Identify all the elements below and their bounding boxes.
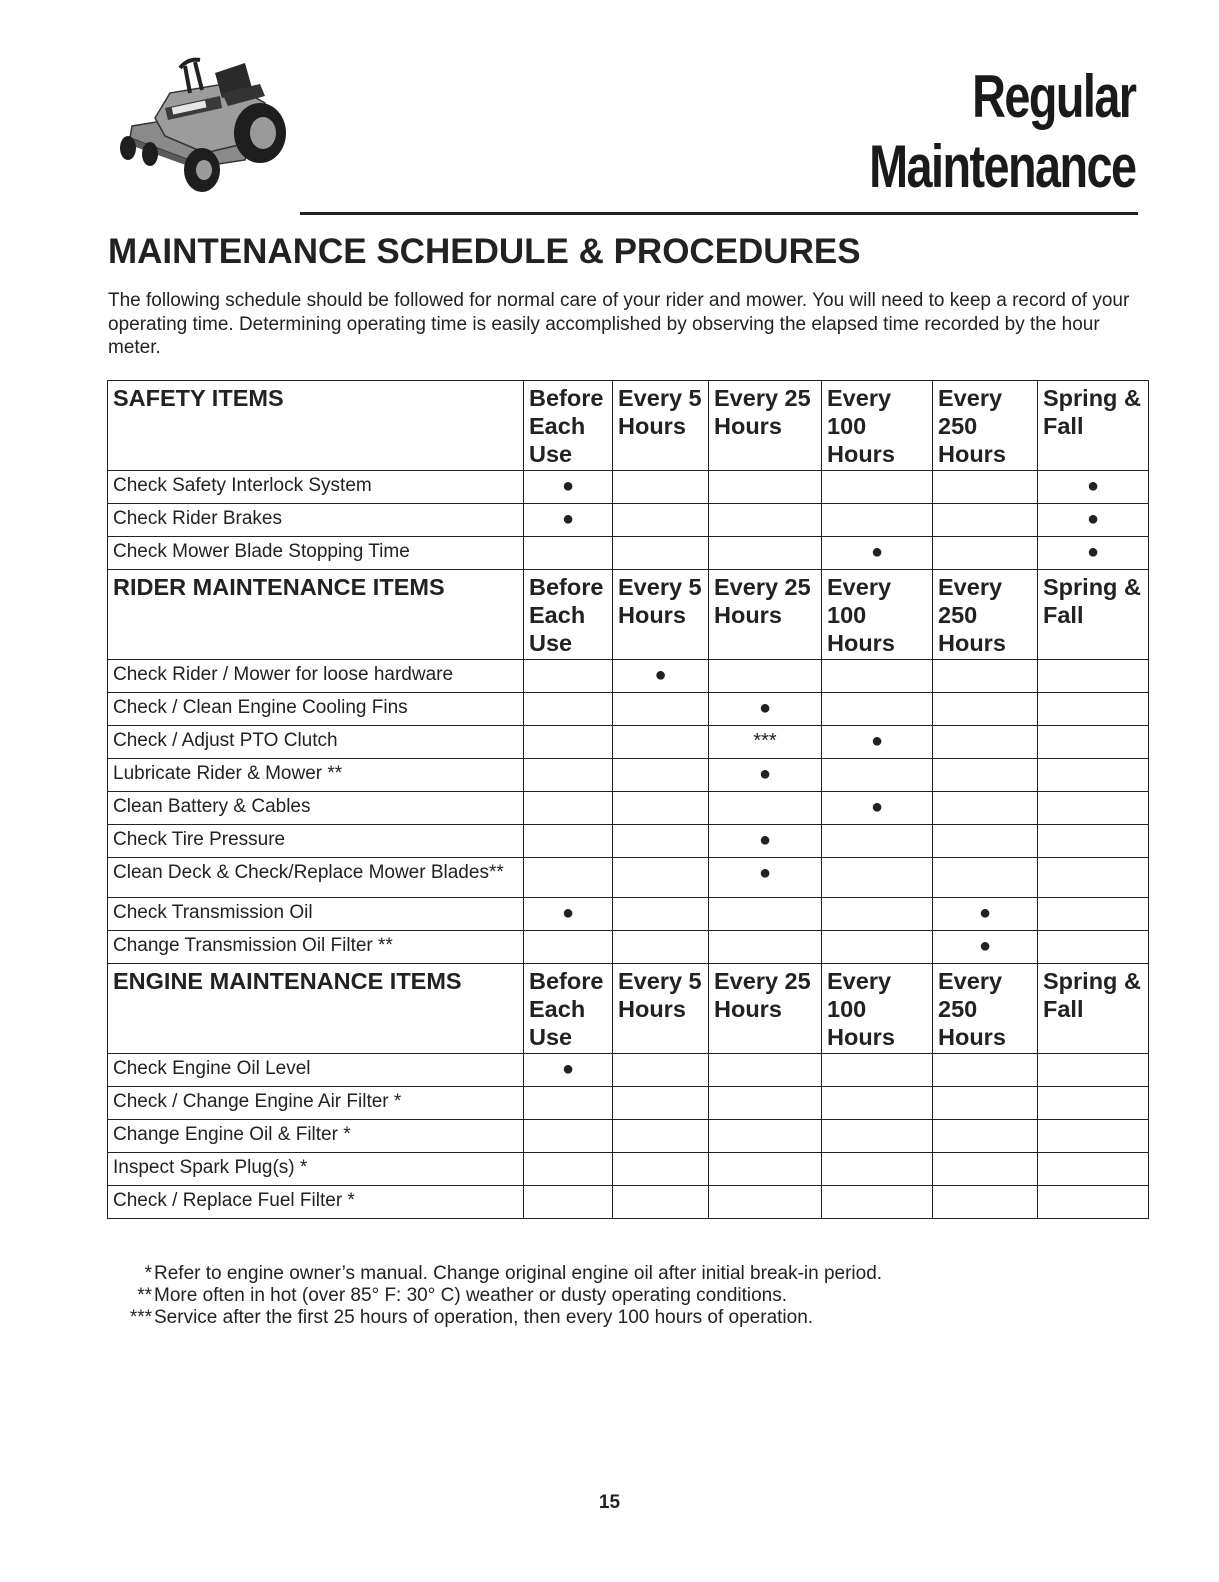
item-label: Check Mower Blade Stopping Time — [108, 537, 524, 570]
item-label: Check Rider / Mower for loose hardware — [108, 660, 524, 693]
table-row — [108, 792, 1149, 825]
item-label: Clean Deck & Check/Replace Mower Blades** — [108, 858, 524, 898]
item-label: Clean Battery & Cables — [108, 792, 524, 825]
footnote — [120, 1263, 882, 1285]
footnote-symbol: *** — [129, 1307, 152, 1328]
header-rule — [300, 212, 1138, 215]
column-header-every-100-hours: Every 100 Hours — [822, 381, 933, 471]
table-row — [108, 660, 1149, 693]
table-row — [108, 726, 1149, 759]
schedule-mark: ● — [654, 664, 667, 686]
table-row — [108, 858, 1149, 898]
schedule-mark: ● — [870, 730, 884, 752]
section-header-engine — [108, 964, 1149, 1054]
footnote-text: Service after the first 25 hours of operation, then every 100 hours of operation. — [154, 1307, 814, 1328]
schedule-mark: ● — [758, 697, 772, 719]
column-header-every-250-hours: Every 250 Hours — [933, 381, 1038, 471]
column-header-every-25-hours: Every 25 Hours — [709, 381, 822, 471]
section-header-safety — [108, 381, 1149, 471]
column-header-before-each-use: Before Each Use — [524, 964, 613, 1054]
item-label: Check / Adjust PTO Clutch — [108, 726, 524, 759]
schedule-mark: ● — [1086, 475, 1100, 497]
column-header-every-25-hours: Every 25 Hours — [709, 570, 822, 660]
table-row — [108, 931, 1149, 964]
column-header-spring-fall: Spring & Fall — [1038, 381, 1149, 471]
item-label: Check / Clean Engine Cooling Fins — [108, 693, 524, 726]
column-header-every-25-hours: Every 25 Hours — [709, 964, 822, 1054]
column-header-every-5-hours: Every 5 Hours — [613, 964, 709, 1054]
column-header-every-100-hours: Every 100 Hours — [822, 964, 933, 1054]
schedule-mark: ● — [561, 1058, 575, 1080]
schedule-mark: ● — [1086, 541, 1100, 563]
column-header-before-each-use: Before Each Use — [524, 570, 613, 660]
item-label: Check Rider Brakes — [108, 504, 524, 537]
table-row — [108, 825, 1149, 858]
schedule-mark: ● — [870, 796, 884, 818]
table-row — [108, 504, 1149, 537]
table-row — [108, 471, 1149, 504]
schedule-mark: ● — [978, 902, 992, 924]
schedule-mark: ● — [758, 829, 772, 851]
column-header-every-250-hours: Every 250 Hours — [933, 570, 1038, 660]
schedule-mark: ● — [561, 902, 575, 924]
schedule-mark: ● — [561, 475, 575, 497]
item-label: Change Engine Oil & Filter * — [108, 1120, 524, 1153]
item-label: Change Transmission Oil Filter ** — [108, 931, 524, 964]
maintenance-schedule-table — [107, 380, 1149, 1219]
section-header-rider — [108, 570, 1149, 660]
footnote — [120, 1307, 882, 1329]
section-title: SAFETY ITEMS — [108, 381, 524, 471]
item-label: Check Transmission Oil — [108, 898, 524, 931]
table-row — [108, 1087, 1149, 1120]
page-title: MAINTENANCE SCHEDULE & PROCEDURES — [108, 232, 861, 271]
chapter-heading-line2: Maintenance — [868, 133, 1135, 200]
item-label: Lubricate Rider & Mower ** — [108, 759, 524, 792]
schedule-mark: ● — [1086, 508, 1100, 530]
column-header-spring-fall: Spring & Fall — [1038, 570, 1149, 660]
item-label: Check Safety Interlock System — [108, 471, 524, 504]
schedule-mark: ● — [978, 935, 992, 957]
table-row — [108, 1120, 1149, 1153]
footnotes — [120, 1263, 882, 1329]
page-number: 15 — [598, 1492, 621, 1513]
item-label: Check / Replace Fuel Filter * — [108, 1186, 524, 1219]
table-row — [108, 1054, 1149, 1087]
column-header-before-each-use: Before Each Use — [524, 381, 613, 471]
footnote-symbol: * — [144, 1263, 152, 1284]
chapter-heading — [869, 62, 1135, 202]
section-title: ENGINE MAINTENANCE ITEMS — [108, 964, 524, 1054]
table-row — [108, 1153, 1149, 1186]
footnote-text: More often in hot (over 85° F: 30° C) weather or dusty operating conditions. — [154, 1285, 788, 1306]
footnote-symbol: ** — [137, 1285, 152, 1306]
item-label: Check Engine Oil Level — [108, 1054, 524, 1087]
schedule-mark: ● — [870, 541, 884, 563]
table-row — [108, 693, 1149, 726]
column-header-every-250-hours: Every 250 Hours — [933, 964, 1038, 1054]
table-row — [108, 898, 1149, 931]
section-title: RIDER MAINTENANCE ITEMS — [108, 570, 524, 660]
intro-paragraph: The following schedule should be followed for normal care of your rider and mower. You will need to keep a record of your operating time. Determining operating time is easily accomplished by observing the elapsed time recorded by the hour meter. — [108, 290, 1130, 358]
chapter-heading-line1: Regular — [971, 63, 1135, 130]
footnote-text: Refer to engine owner’s manual. Change original engine oil after initial break-in period. — [154, 1263, 883, 1284]
item-label: Inspect Spark Plug(s) * — [108, 1153, 524, 1186]
zero-turn-mower-illustration — [110, 48, 300, 203]
item-label: Check Tire Pressure — [108, 825, 524, 858]
column-header-every-5-hours: Every 5 Hours — [613, 570, 709, 660]
footnote — [120, 1285, 882, 1307]
table-row — [108, 1186, 1149, 1219]
table-row — [108, 759, 1149, 792]
column-header-every-100-hours: Every 100 Hours — [822, 570, 933, 660]
item-label: Check / Change Engine Air Filter * — [108, 1087, 524, 1120]
schedule-mark: ● — [758, 862, 772, 884]
schedule-mark: *** — [753, 730, 777, 752]
column-header-every-5-hours: Every 5 Hours — [613, 381, 709, 471]
table-row — [108, 537, 1149, 570]
schedule-mark: ● — [758, 763, 772, 785]
column-header-spring-fall: Spring & Fall — [1038, 964, 1149, 1054]
schedule-mark: ● — [561, 508, 575, 530]
